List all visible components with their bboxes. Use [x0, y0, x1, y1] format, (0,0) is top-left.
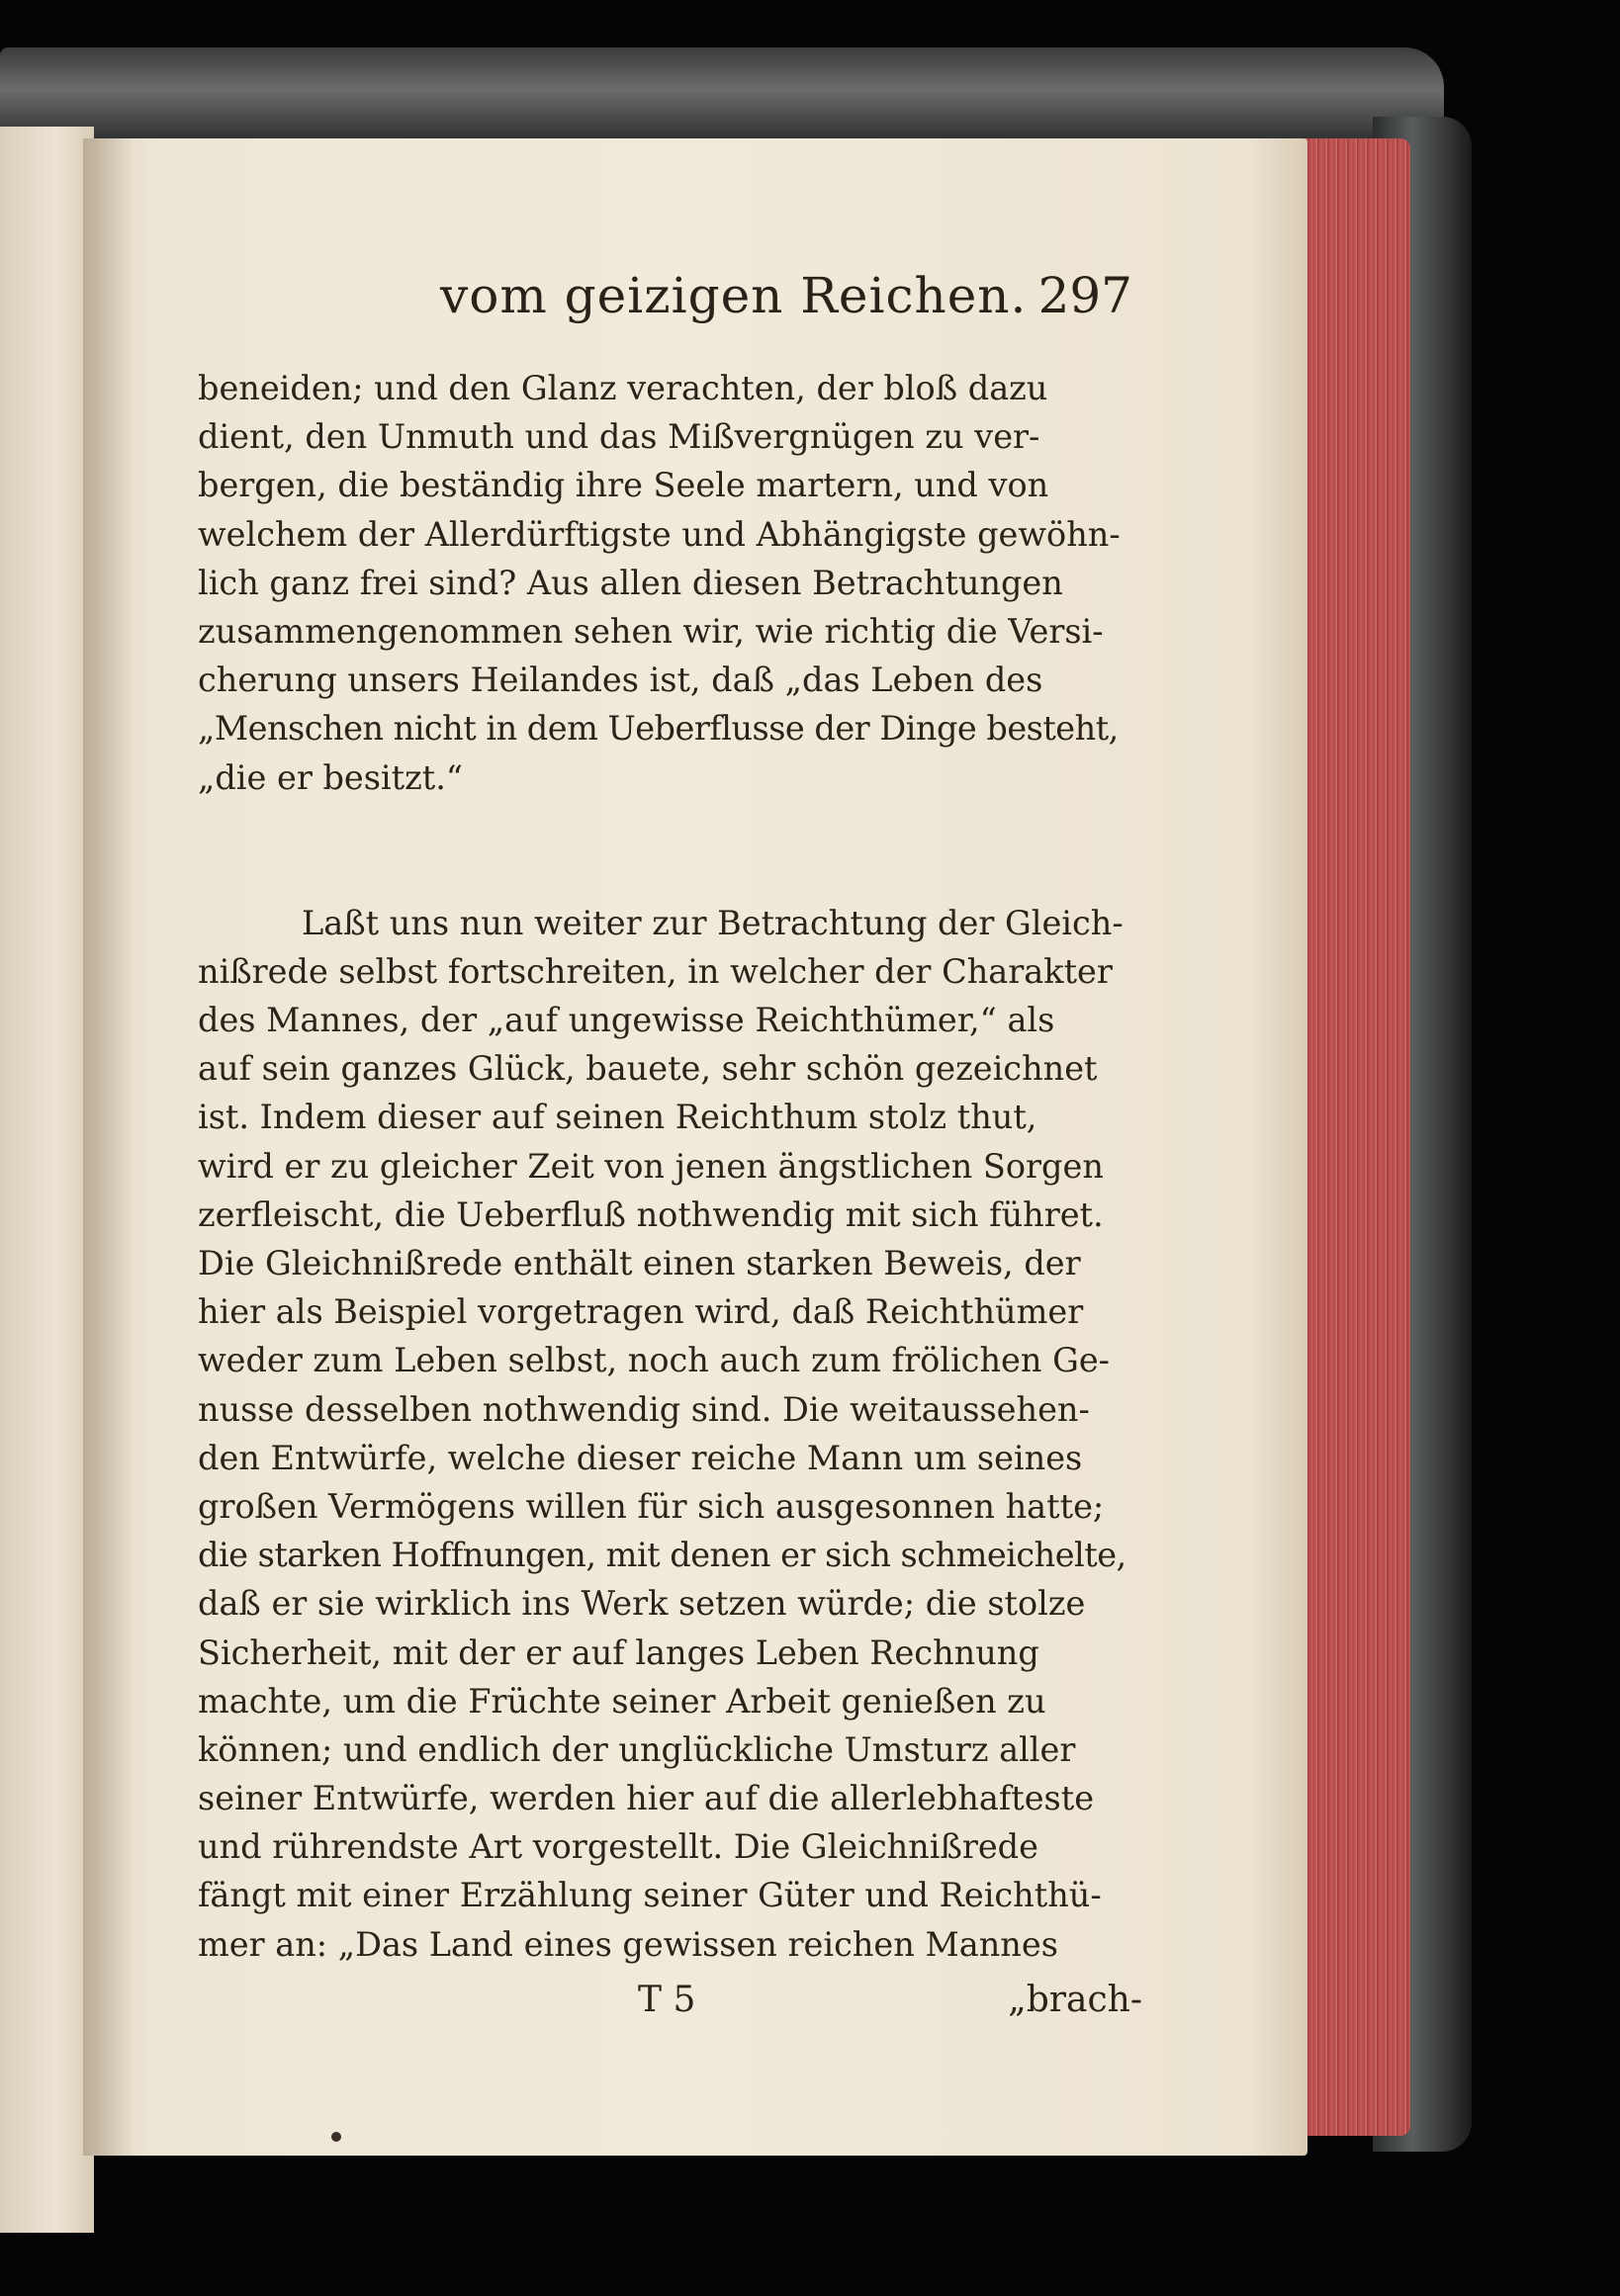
- text-line: hier als Beispiel vorgetragen wird, daß Reichthümer: [198, 1292, 1084, 1332]
- book-cover-top: [0, 47, 1444, 141]
- text-line: seiner Entwürfe, werden hier auf die allerlebhafteste: [198, 1779, 1095, 1818]
- text-line: und rührendste Art vorgestellt. Die Gleichnißrede: [198, 1827, 1038, 1867]
- catchword: „brach-: [1008, 1980, 1142, 2020]
- text-line: dient, den Unmuth und das Mißvergnügen zu ver-: [198, 417, 1040, 457]
- text-line: können; und endlich der unglückliche Umsturz aller: [198, 1729, 1076, 1769]
- page-edges-red: [1298, 138, 1410, 2136]
- text-line: machte, um die Früchte seiner Arbeit genießen zu: [198, 1681, 1046, 1721]
- text-line: nusse desselben nothwendig sind. Die weitaussehen-: [198, 1389, 1090, 1429]
- text-line: fängt mit einer Erzählung seiner Güter und Reichthü-: [198, 1876, 1102, 1915]
- text-line: cherung unsers Heilandes ist, daß „das Leben des: [198, 661, 1043, 700]
- page-number: 297: [1037, 267, 1132, 324]
- text-line: lich ganz frei sind? Aus allen diesen Betrachtungen: [198, 563, 1063, 602]
- text-line: auf sein ganzes Glück, bauete, sehr schön gezeichnet: [198, 1049, 1098, 1089]
- text-line-indented: Laßt uns nun weiter zur Betrachtung der Gleich-: [302, 903, 1124, 942]
- left-page-edge: [0, 127, 94, 2233]
- signature-mark: T 5: [638, 1980, 696, 2020]
- text-line: daß er sie wirklich ins Werk setzen würde; die stolze: [198, 1584, 1086, 1624]
- text-line: nißrede selbst fortschreiten, in welcher der Charakter: [198, 951, 1113, 991]
- text-line: weder zum Leben selbst, noch auch zum frölichen Ge-: [198, 1341, 1110, 1380]
- text-line: die starken Hoffnungen, mit denen er sich schmeichelte,: [198, 1536, 1126, 1575]
- text-line: großen Vermögens willen für sich ausgesonnen hatte;: [198, 1486, 1105, 1526]
- text-line: Die Gleichnißrede enthält einen starken Beweis, der: [198, 1244, 1081, 1282]
- text-line: welchem der Allerdürftigste und Abhängigste gewöhn-: [198, 514, 1121, 554]
- text-line: wird er zu gleicher Zeit von jenen ängstlichen Sorgen: [198, 1146, 1104, 1186]
- running-title: vom geizigen Reichen.: [440, 267, 1028, 324]
- paragraph-2: [198, 899, 1142, 1969]
- text-line: Sicherheit, mit der er auf langes Leben Rechnung: [198, 1633, 1039, 1672]
- text-line: zusammengenommen sehen wir, wie richtig die Versi-: [198, 611, 1104, 651]
- text-line: bergen, die beständig ihre Seele martern, und von: [198, 466, 1049, 505]
- text-line: beneiden; und den Glanz verachten, der bloß dazu: [198, 369, 1048, 407]
- page-header: [440, 267, 1132, 336]
- page-footer: [198, 1980, 1142, 2034]
- text-block: [198, 364, 1142, 1969]
- paragraph-1: [198, 364, 1142, 802]
- paragraph-gap: [198, 802, 1142, 899]
- text-line: zerfleischt, die Ueberfluß nothwendig mit sich führet.: [198, 1194, 1104, 1234]
- text-line: „die er besitzt.“: [198, 757, 463, 797]
- text-line: „Menschen nicht in dem Ueberflusse der Dinge besteht,: [198, 709, 1119, 749]
- ink-dot: [331, 2132, 341, 2142]
- text-line: ist. Indem dieser auf seinen Reichthum stolz thut,: [198, 1098, 1037, 1137]
- text-line: mer an: „Das Land eines gewissen reichen Mannes: [198, 1924, 1058, 1964]
- gutter-shadow: [83, 138, 133, 2156]
- text-line: des Mannes, der „auf ungewisse Reichthümer,“ als: [198, 1001, 1055, 1040]
- text-line: den Entwürfe, welche dieser reiche Mann um seines: [198, 1438, 1083, 1477]
